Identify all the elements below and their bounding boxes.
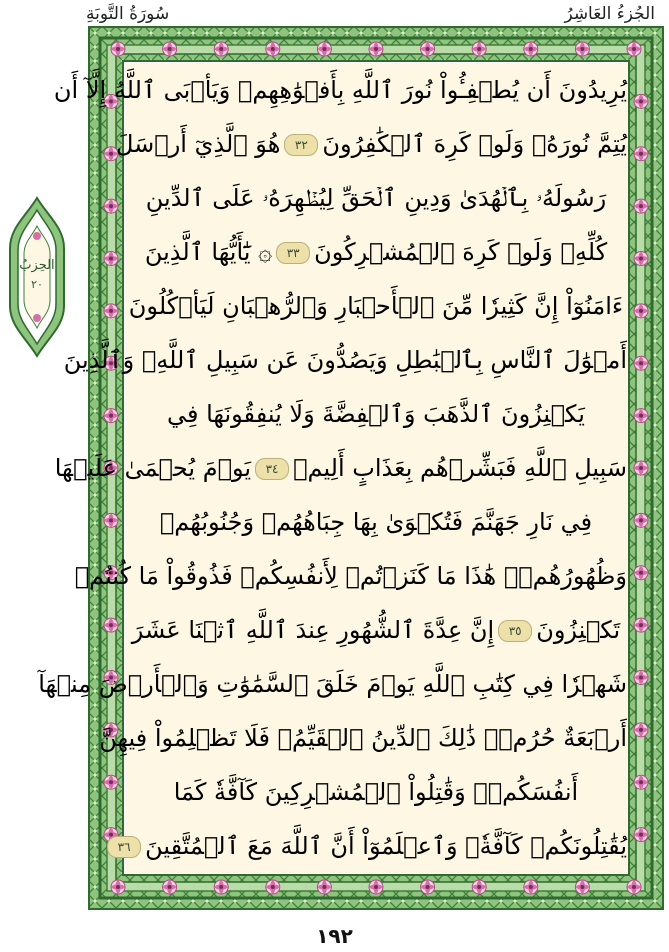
flower-ornament [634, 147, 648, 161]
flower-ornament [163, 880, 177, 894]
flower-ornament [472, 880, 486, 894]
flower-ornament [524, 880, 538, 894]
ayah-number-marker: ٣٤ [255, 458, 289, 480]
flower-ornament [421, 880, 435, 894]
flower-ornament [421, 42, 435, 56]
verse-text: يُقَٰتِلُونَكُمۡ كَآفَّةٗۚ وَٱعۡلَمُوٓاْ أَنَّ ٱللَّهَ مَعَ ٱلۡمُتَّقِينَ [145, 832, 627, 860]
quran-line [116, 119, 627, 169]
verse-text: يُتِمَّ نُورَهُۥ وَلَوۡ كَرِهَ ٱلۡكَٰفِرُونَ [322, 130, 627, 158]
quran-line: فِي نَارِ جَهَنَّمَ فَتُكۡوَىٰ بِهَا جِبَاهُهُمۡ وَجُنُوبُهُمۡ [159, 508, 593, 536]
flower-ornament [634, 94, 648, 108]
hizb-badge [8, 196, 66, 358]
hizb-label: الحِزبُ [19, 258, 55, 273]
quran-line [125, 605, 627, 655]
ayah-number-marker: ٣٦ [107, 836, 141, 858]
verse-text: تَكۡنِزُونَ [536, 616, 621, 644]
flower-ornament [104, 513, 118, 527]
flower-ornament [575, 880, 589, 894]
hizb-number: ٢٠ [31, 278, 43, 291]
verse-text: يَوۡمَ يُحۡمَىٰ عَلَيۡهَا [54, 454, 252, 482]
flower-ornament [634, 566, 648, 580]
flower-ornament [634, 304, 648, 318]
quran-line [54, 443, 627, 493]
page-number: ١٩٢ [316, 924, 353, 948]
flower-ornament [634, 618, 648, 632]
flower-ornament [266, 42, 280, 56]
ayah-number-marker: ٣٥ [498, 620, 532, 642]
quran-line: أَمۡوَٰلَ ٱلنَّاسِ بِٱلۡبَٰطِلِ وَيَصُدُّونَ عَن سَبِيلِ ٱللَّهِۗ وَٱلَّذِينَ [63, 346, 627, 374]
verse-text: سَبِيلِ ٱللَّهِ فَبَشِّرۡهُم بِعَذَابٍ أَلِيمٖ [293, 454, 627, 482]
flower-ornament [317, 880, 331, 894]
flower-ornament [634, 461, 648, 475]
flower-ornament [104, 304, 118, 318]
flower-ornament [111, 42, 125, 56]
quran-line: شَهۡرٗا فِي كِتَٰبِ ٱللَّهِ يَوۡمَ خَلَقَ ٱلسَّمَٰوَٰتِ وَٱلۡأَرۡضَ مِنۡهَآ [38, 670, 627, 698]
verse-text: هُوَ ٱلَّذِيٓ أَرۡسَلَ [116, 130, 281, 158]
verse-text: إِنَّ عِدَّةَ ٱلشُّهُورِ عِندَ ٱللَّهِ ٱثۡنَا عَشَرَ [131, 616, 495, 644]
quran-line: وَظُهُورُهُمۡۖ هَٰذَا مَا كَنَزۡتُمۡ لِأَنفُسِكُمۡ فَذُوقُواْ مَا كُنتُمۡ [74, 562, 627, 590]
flower-ornament [104, 199, 118, 213]
verse-text: ۞ يَٰٓأَيُّهَا ٱلَّذِينَ [144, 238, 273, 266]
quran-line: أَرۡبَعَةٌ حُرُمٞۚ ذَٰلِكَ ٱلدِّينُ ٱلۡقَيِّمُۚ فَلَا تَظۡلِمُواْ فِيهِنَّ [99, 724, 627, 752]
juz-title: الجُزءُ العَاشِرُ [564, 4, 655, 24]
flower-ornament [104, 618, 118, 632]
quran-line: يُرِيدُونَ أَن يُطۡفِـُٔواْ نُورَ ٱللَّهِ بِأَفۡوَٰهِهِمۡ وَيَأۡبَى ٱللَّهُ إِلَّآ أَن [53, 76, 627, 104]
flower-ornament [524, 42, 538, 56]
flower-ornament [634, 199, 648, 213]
quran-line: ءَامَنُوٓاْ إِنَّ كَثِيرٗا مِّنَ ٱلۡأَحۡبَارِ وَٱلرُّهۡبَانِ لَيَأۡكُلُونَ [128, 292, 624, 320]
quran-line [125, 227, 627, 277]
flower-ornament [634, 409, 648, 423]
flower-ornament [634, 775, 648, 789]
flower-ornament [111, 880, 125, 894]
verse-text: كُلِّهِۦ وَلَوۡ كَرِهَ ٱلۡمُشۡرِكُونَ [314, 238, 608, 266]
flower-ornament [214, 880, 228, 894]
flower-ornament [634, 513, 648, 527]
text-panel [38, 63, 627, 873]
ayah-number-marker: ٣٢ [284, 134, 318, 156]
quran-line: يَكۡنِزُونَ ٱلذَّهَبَ وَٱلۡفِضَّةَ وَلَا يُنفِقُونَهَا فِي [167, 400, 585, 428]
flower-ornament [634, 671, 648, 685]
flower-ornament [104, 775, 118, 789]
quran-line: رَسُولَهُۥ بِٱلۡهُدَىٰ وَدِينِ ٱلۡحَقِّ لِيُظۡهِرَهُۥ عَلَى ٱلدِّينِ [145, 184, 607, 212]
flower-ornament [472, 42, 486, 56]
flower-ornament [627, 42, 641, 56]
flower-ornament [369, 880, 383, 894]
flower-ornament [369, 42, 383, 56]
surah-title: سُورَةُ التَّوبَةِ [86, 4, 170, 24]
flower-ornament [634, 828, 648, 842]
flower-ornament [575, 42, 589, 56]
flower-ornament [634, 723, 648, 737]
quran-line [117, 821, 627, 871]
ayah-number-marker: ٣٣ [276, 242, 310, 264]
flower-ornament [214, 42, 228, 56]
flower-ornament [634, 356, 648, 370]
quran-line: أَنفُسَكُمۡۚ وَقَٰتِلُواْ ٱلۡمُشۡرِكِينَ كَآفَّةٗ كَمَا [173, 778, 579, 806]
flower-ornament [627, 880, 641, 894]
flower-ornament [266, 880, 280, 894]
flower-ornament [634, 252, 648, 266]
flower-ornament [104, 252, 118, 266]
flower-ornament [163, 42, 177, 56]
flower-ornament [317, 42, 331, 56]
flower-ornament [104, 409, 118, 423]
